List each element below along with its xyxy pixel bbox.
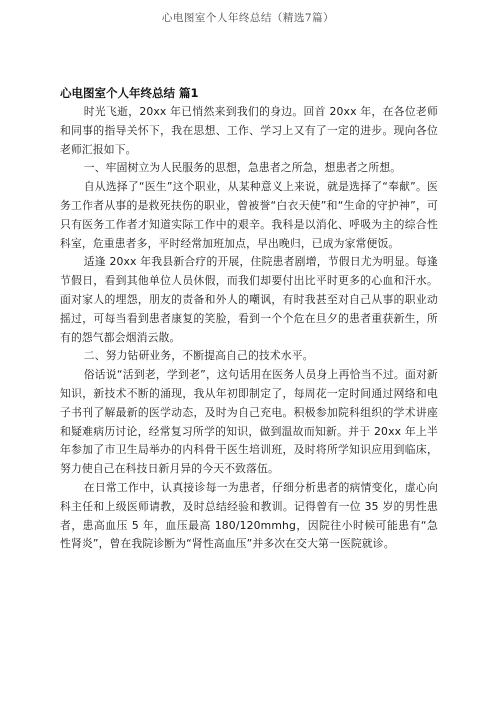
- paragraph: 自从选择了“医生”这个职业，从某种意义上来说，就是选择了“奉献”。医务工作者从事的是救死扶伤的职业，曾被誉“白衣天使”和“生命的守护神”，可只有医务工作者才知道实际工作中的艰辛。我科是以消化、呼吸为主的综合性科室，危重患者多，平时经常加班加点，早出晚归，已成为家常便饭。: [60, 180, 438, 250]
- paragraph: 时光飞逝，20xx 年已悄然来到我们的身边。回首 20xx 年，在各位老师和同事的指导关怀下，我在思想、工作、学习上又有了一定的进步。现向各位老师汇报如下。: [60, 105, 438, 156]
- paragraph: 二、努力钻研业务，不断提高自己的技术水平。: [83, 349, 314, 363]
- paragraph: 适逢 20xx 年我县新合疗的开展，住院患者剧增，节假日尤为明显。每逢节假日，看到其他单位人员休假，而我们却要付出比平时更多的心血和汗水。面对家人的埋怨，朋友的责备和外人的嘲讽，有时我甚至对自己从事的职业动摇过，可每当看到患者康复的笑脸，看到一个个危在旦夕的患者重获新生，所有的怨气都会烟消云散。: [60, 255, 438, 344]
- document-title: 心电图室个人年终总结（精选7篇）: [161, 12, 335, 24]
- paragraph: 一、牢固树立为人民服务的思想，急患者之所急，想患者之所想。: [83, 161, 402, 175]
- paragraph: 俗话说“活到老，学到老”，这句话用在医务人员身上再恰当不过。面对新知识，新技术不断的涌现，我从年初即制定了，每周花一定时间通过网络和电子书刊了解最新的医学动态，及时为自己充电。积极参加院科组织的学术讲座和疑难病历讨论，经常复习所学的知识，做到温故而知新。并于 20xx 年上半年参加了市卫生局举办的内科骨干医生培训班，及时将所学知识应用到临床，努力使自己在科技日新月异的今天不致落伍。: [60, 368, 438, 476]
- paragraph: 在日常工作中，认真接诊每一为患者，仔细分析患者的病情变化，虚心向科主任和上级医师请教，及时总结经验和教训。记得曾有一位 35 岁的男性患者，患高血压 5 年，血压最高 180/120mmhg，因院往小时候可能患有“急性肾炎”，曾在我院诊断为“肾性高血压”并多次在交大第一医院就诊。: [60, 480, 438, 551]
- section-heading: 心电图室个人年终总结 篇1: [60, 86, 199, 100]
- article-body: [60, 84, 438, 554]
